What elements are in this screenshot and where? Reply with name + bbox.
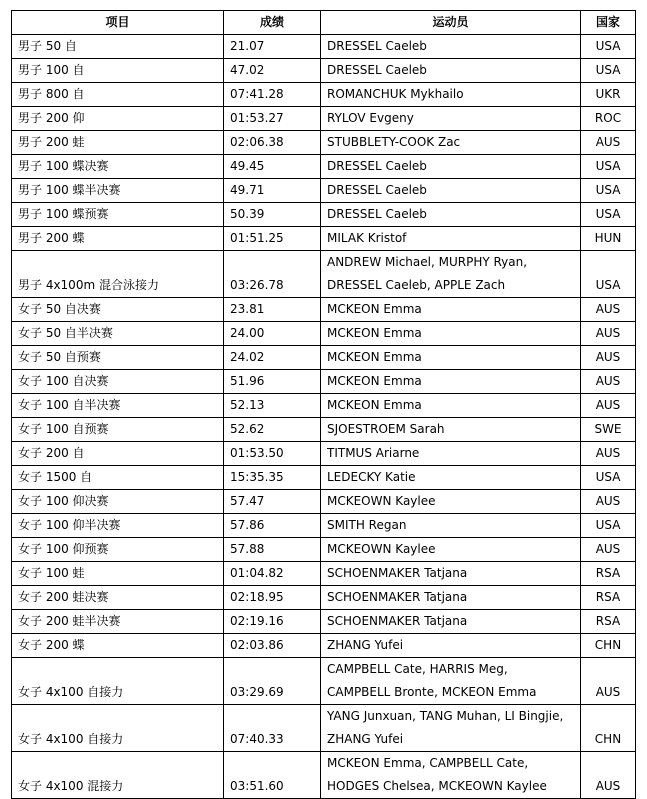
table-row (12, 442, 636, 466)
athlete-cell: ANDREW Michael, MURPHY Ryan, DRESSEL Caeleb, APPLE Zach (321, 251, 581, 298)
table-header (12, 11, 636, 35)
country-cell: CHN (581, 634, 636, 658)
result-cell: 03:29.69 (224, 658, 321, 705)
header-athlete: 运动员 (321, 11, 581, 35)
athlete-cell: YANG Junxuan, TANG Muhan, LI Bingjie, ZHANG Yufei (321, 705, 581, 752)
country-cell: USA (581, 251, 636, 298)
result-cell: 52.62 (224, 418, 321, 442)
table-row (12, 59, 636, 83)
result-cell: 03:51.60 (224, 752, 321, 799)
result-cell: 02:19.16 (224, 610, 321, 634)
table-row (12, 466, 636, 490)
result-cell: 49.71 (224, 179, 321, 203)
event-cell: 女子 200 自 (12, 442, 224, 466)
event-cell: 男子 100 蝶预赛 (12, 203, 224, 227)
table-row (12, 179, 636, 203)
athlete-cell: CAMPBELL Cate, HARRIS Meg, CAMPBELL Bronte, MCKEON Emma (321, 658, 581, 705)
table-row (12, 490, 636, 514)
athlete-cell: ZHANG Yufei (321, 634, 581, 658)
country-cell: USA (581, 59, 636, 83)
table-row (12, 155, 636, 179)
country-cell: AUS (581, 658, 636, 705)
country-cell: UKR (581, 83, 636, 107)
header-row (12, 11, 636, 35)
country-cell: AUS (581, 442, 636, 466)
result-cell: 51.96 (224, 370, 321, 394)
result-cell: 01:53.27 (224, 107, 321, 131)
result-cell: 02:06.38 (224, 131, 321, 155)
result-cell: 07:41.28 (224, 83, 321, 107)
event-cell: 女子 100 自预赛 (12, 418, 224, 442)
country-cell: AUS (581, 752, 636, 799)
athlete-cell: MCKEOWN Kaylee (321, 538, 581, 562)
result-cell: 07:40.33 (224, 705, 321, 752)
table-row (12, 586, 636, 610)
event-cell: 男子 100 蝶决赛 (12, 155, 224, 179)
result-cell: 52.13 (224, 394, 321, 418)
result-cell: 47.02 (224, 59, 321, 83)
event-cell: 女子 50 自决赛 (12, 298, 224, 322)
event-cell: 男子 100 自 (12, 59, 224, 83)
event-cell: 女子 100 自决赛 (12, 370, 224, 394)
country-cell: USA (581, 155, 636, 179)
table-row (12, 514, 636, 538)
athlete-cell: DRESSEL Caeleb (321, 179, 581, 203)
result-cell: 24.02 (224, 346, 321, 370)
athlete-cell: SMITH Regan (321, 514, 581, 538)
country-cell: RSA (581, 610, 636, 634)
table-row (12, 107, 636, 131)
athlete-cell: MCKEON Emma (321, 322, 581, 346)
result-cell: 02:03.86 (224, 634, 321, 658)
athlete-cell: MCKEOWN Kaylee (321, 490, 581, 514)
event-cell: 男子 4x100m 混合泳接力 (12, 251, 224, 298)
result-cell: 02:18.95 (224, 586, 321, 610)
event-cell: 女子 50 自预赛 (12, 346, 224, 370)
table-row (12, 227, 636, 251)
table-row (12, 83, 636, 107)
athlete-cell: DRESSEL Caeleb (321, 35, 581, 59)
athlete-cell: MILAK Kristof (321, 227, 581, 251)
country-cell: RSA (581, 586, 636, 610)
result-cell: 57.47 (224, 490, 321, 514)
event-cell: 女子 100 仰预赛 (12, 538, 224, 562)
records-table (11, 10, 636, 799)
event-cell: 男子 200 仰 (12, 107, 224, 131)
result-cell: 57.86 (224, 514, 321, 538)
header-result: 成绩 (224, 11, 321, 35)
country-cell: USA (581, 466, 636, 490)
event-cell: 女子 200 蛙半决赛 (12, 610, 224, 634)
table-row (12, 131, 636, 155)
country-cell: AUS (581, 346, 636, 370)
event-cell: 男子 200 蝶 (12, 227, 224, 251)
country-cell: USA (581, 514, 636, 538)
event-cell: 女子 50 自半决赛 (12, 322, 224, 346)
table-row (12, 705, 636, 752)
country-cell: ROC (581, 107, 636, 131)
table-row (12, 538, 636, 562)
header-country: 国家 (581, 11, 636, 35)
athlete-cell: DRESSEL Caeleb (321, 59, 581, 83)
event-cell: 女子 100 蛙 (12, 562, 224, 586)
table-row (12, 634, 636, 658)
event-cell: 女子 1500 自 (12, 466, 224, 490)
result-cell: 01:04.82 (224, 562, 321, 586)
country-cell: AUS (581, 370, 636, 394)
athlete-cell: MCKEON Emma (321, 370, 581, 394)
result-cell: 21.07 (224, 35, 321, 59)
athlete-cell: SCHOENMAKER Tatjana (321, 562, 581, 586)
country-cell: CHN (581, 705, 636, 752)
table-row (12, 658, 636, 705)
result-cell: 57.88 (224, 538, 321, 562)
athlete-cell: ROMANCHUK Mykhailo (321, 83, 581, 107)
country-cell: HUN (581, 227, 636, 251)
table-row (12, 370, 636, 394)
athlete-cell: TITMUS Ariarne (321, 442, 581, 466)
table-row (12, 418, 636, 442)
country-cell: USA (581, 203, 636, 227)
result-cell: 23.81 (224, 298, 321, 322)
country-cell: RSA (581, 562, 636, 586)
athlete-cell: DRESSEL Caeleb (321, 155, 581, 179)
country-cell: USA (581, 179, 636, 203)
athlete-cell: MCKEON Emma, CAMPBELL Cate, HODGES Chelsea, MCKEOWN Kaylee (321, 752, 581, 799)
table-row (12, 203, 636, 227)
country-cell: USA (581, 35, 636, 59)
country-cell: AUS (581, 394, 636, 418)
event-cell: 女子 200 蝶 (12, 634, 224, 658)
table-row (12, 251, 636, 298)
athlete-cell: STUBBLETY-COOK Zac (321, 131, 581, 155)
event-cell: 女子 100 仰半决赛 (12, 514, 224, 538)
event-cell: 男子 100 蝶半决赛 (12, 179, 224, 203)
result-cell: 50.39 (224, 203, 321, 227)
event-cell: 男子 800 自 (12, 83, 224, 107)
country-cell: AUS (581, 538, 636, 562)
table-row (12, 322, 636, 346)
table-row (12, 298, 636, 322)
event-cell: 女子 200 蛙决赛 (12, 586, 224, 610)
table-body (12, 35, 636, 799)
athlete-cell: MCKEON Emma (321, 298, 581, 322)
event-cell: 男子 200 蛙 (12, 131, 224, 155)
event-cell: 男子 50 自 (12, 35, 224, 59)
event-cell: 女子 4x100 自接力 (12, 705, 224, 752)
event-cell: 女子 4x100 自接力 (12, 658, 224, 705)
event-cell: 女子 100 仰决赛 (12, 490, 224, 514)
result-cell: 03:26.78 (224, 251, 321, 298)
athlete-cell: SCHOENMAKER Tatjana (321, 586, 581, 610)
country-cell: AUS (581, 298, 636, 322)
athlete-cell: LEDECKY Katie (321, 466, 581, 490)
result-cell: 49.45 (224, 155, 321, 179)
athlete-cell: SCHOENMAKER Tatjana (321, 610, 581, 634)
country-cell: AUS (581, 490, 636, 514)
event-cell: 女子 100 自半决赛 (12, 394, 224, 418)
result-cell: 24.00 (224, 322, 321, 346)
country-cell: AUS (581, 322, 636, 346)
result-cell: 01:53.50 (224, 442, 321, 466)
athlete-cell: MCKEON Emma (321, 346, 581, 370)
result-cell: 15:35.35 (224, 466, 321, 490)
athlete-cell: RYLOV Evgeny (321, 107, 581, 131)
athlete-cell: MCKEON Emma (321, 394, 581, 418)
table-row (12, 610, 636, 634)
header-event: 项目 (12, 11, 224, 35)
result-cell: 01:51.25 (224, 227, 321, 251)
table-row (12, 394, 636, 418)
table-row (12, 752, 636, 799)
table-row (12, 35, 636, 59)
table-row (12, 346, 636, 370)
country-cell: SWE (581, 418, 636, 442)
athlete-cell: SJOESTROEM Sarah (321, 418, 581, 442)
table-row (12, 562, 636, 586)
event-cell: 女子 4x100 混接力 (12, 752, 224, 799)
athlete-cell: DRESSEL Caeleb (321, 203, 581, 227)
country-cell: AUS (581, 131, 636, 155)
